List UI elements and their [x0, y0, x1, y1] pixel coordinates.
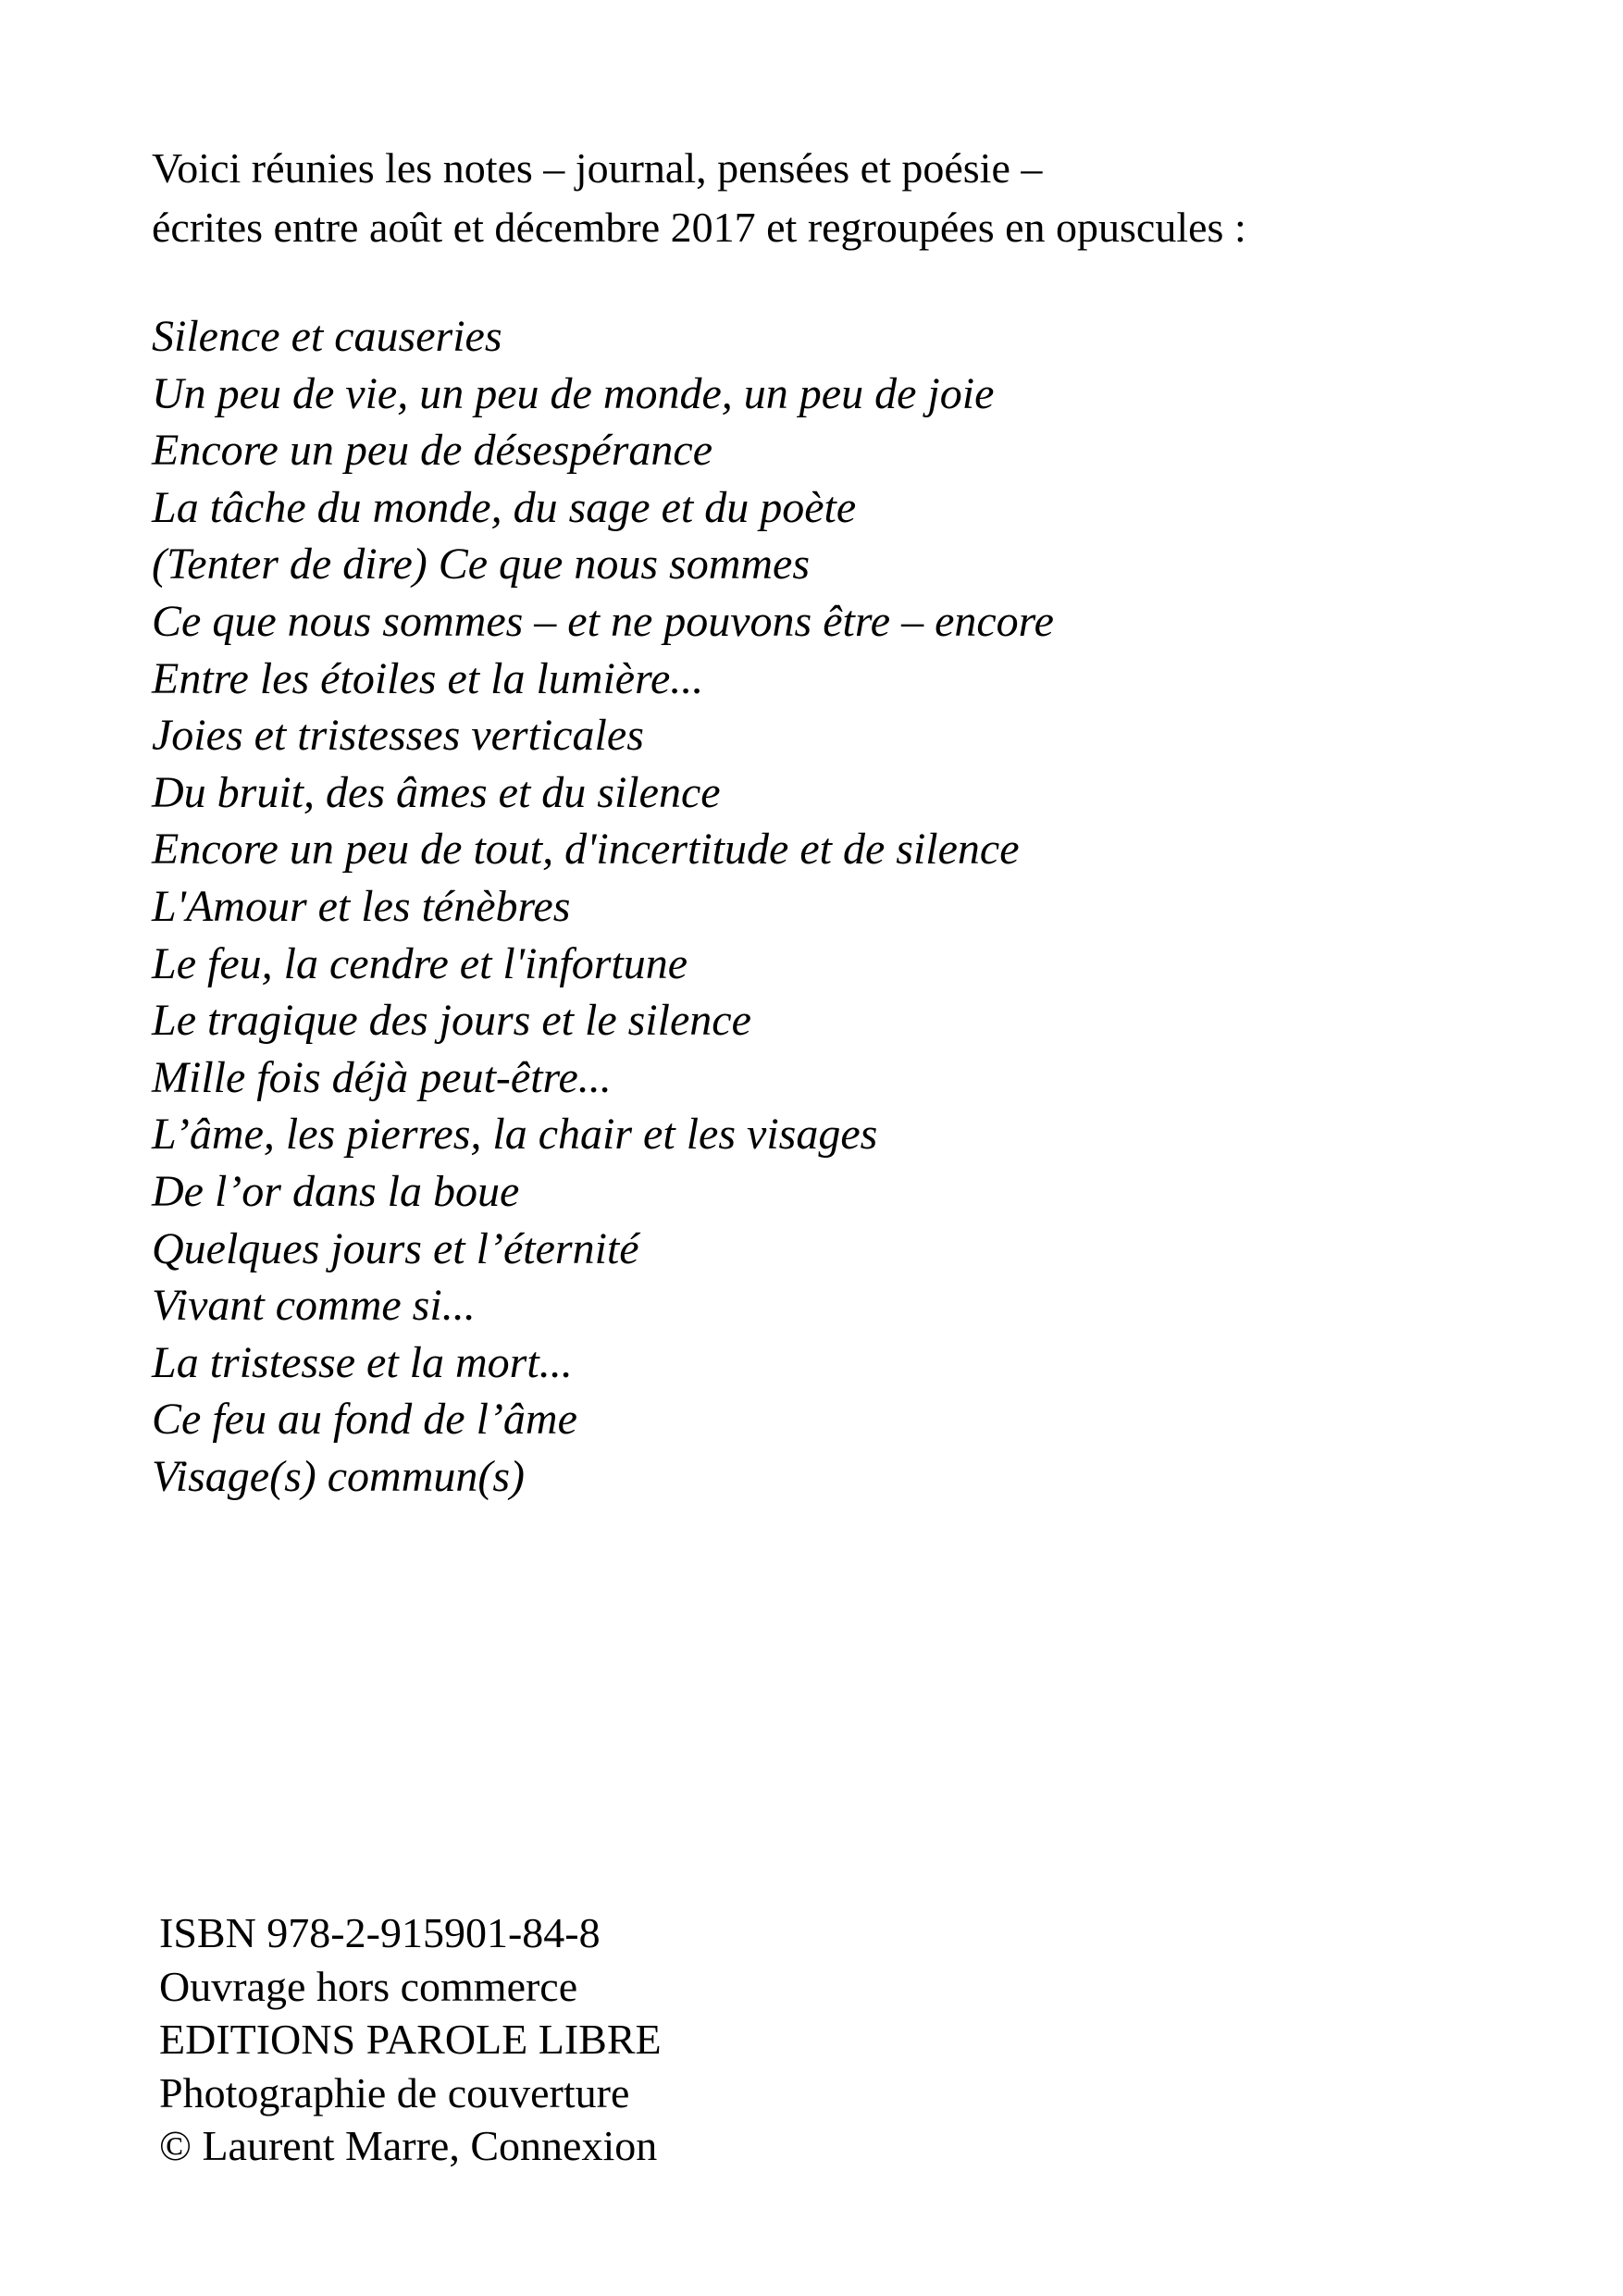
opuscule-title: Visage(s) commun(s)	[152, 1451, 526, 1501]
opuscule-title: La tâche du monde, du sage et du poète	[152, 482, 857, 532]
isbn-line: ISBN 978-2-915901-84-8	[159, 1909, 601, 1956]
publisher-name: EDITIONS PAROLE LIBRE	[159, 2016, 662, 2063]
opuscule-title: Un peu de vie, un peu de monde, un peu de joie	[152, 368, 995, 418]
intro-line-1: Voici réunies les notes – journal, pensées et poésie –	[152, 144, 1043, 192]
opuscule-title: Encore un peu de tout, d'incertitude et de silence	[152, 825, 1020, 875]
opuscule-title: Quelques jours et l’éternité	[152, 1223, 639, 1273]
opuscule-title: Le feu, la cendre et l'infortune	[152, 938, 688, 988]
opuscule-title: (Tenter de dire) Ce que nous sommes	[152, 540, 811, 590]
opuscule-title: L’âme, les pierres, la chair et les visages	[152, 1110, 878, 1160]
opuscule-title: Ce que nous sommes – et ne pouvons être – encore	[152, 596, 1054, 646]
opuscule-title: Joies et tristesses verticales	[152, 711, 644, 761]
commerce-note: Ouvrage hors commerce	[159, 1962, 578, 2010]
opuscule-title: Ce feu au fond de l’âme	[152, 1395, 577, 1445]
opuscule-title-list	[152, 308, 1054, 1505]
opuscule-title: De l’or dans la boue	[152, 1166, 520, 1216]
opuscule-title: Du bruit, des âmes et du silence	[152, 767, 721, 817]
opuscule-title: Encore un peu de désespérance	[152, 426, 712, 476]
photo-label: Photographie de couverture	[159, 2068, 630, 2116]
opuscule-title: Silence et causeries	[152, 312, 502, 361]
opuscule-title: Mille fois déjà peut-être...	[152, 1052, 612, 1102]
photo-credit: © Laurent Marre, Connexion	[159, 2122, 658, 2169]
opuscule-title: Vivant comme si...	[152, 1281, 476, 1331]
opuscule-title: Le tragique des jours et le silence	[152, 996, 751, 1046]
intro-line-2: écrites entre août et décembre 2017 et regroupées en opuscules :	[152, 204, 1246, 251]
intro-paragraph	[152, 139, 1246, 257]
opuscule-title: Entre les étoiles et la lumière...	[152, 653, 704, 703]
colophon	[159, 1906, 662, 2173]
opuscule-title: L'Amour et les ténèbres	[152, 881, 571, 931]
opuscule-title: La tristesse et la mort...	[152, 1337, 573, 1387]
